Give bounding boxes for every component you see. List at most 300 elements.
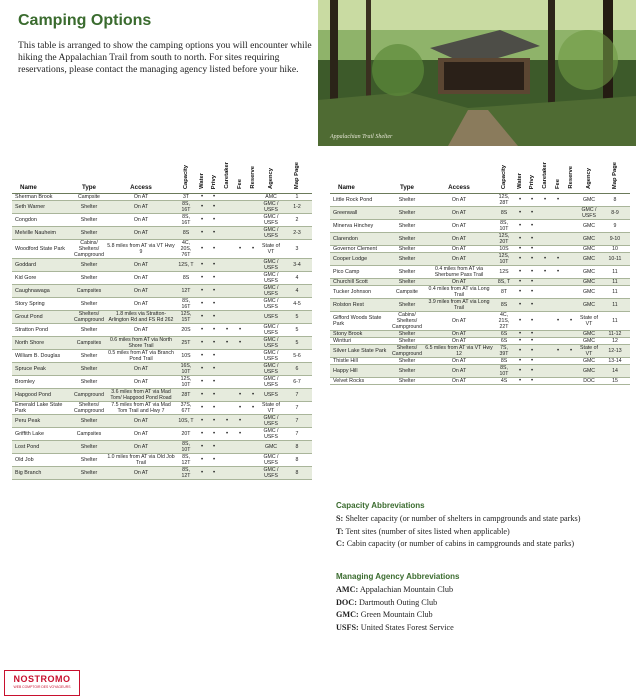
- cell-reserve: [246, 350, 260, 363]
- cell-caretaker: [538, 358, 552, 365]
- cell-name: Old Job: [12, 454, 72, 467]
- cell-agency: GMC: [578, 220, 600, 233]
- cell-map-page: 8: [282, 467, 312, 480]
- cell-type: Campsites: [72, 428, 106, 441]
- capacity-abbreviations: [336, 501, 630, 552]
- cell-caretaker: [220, 441, 234, 454]
- cell-map-page: 10: [600, 246, 630, 253]
- cell-reserve: [564, 365, 578, 378]
- cell-type: Campsites: [72, 337, 106, 350]
- cell-type: Shelter: [390, 207, 424, 220]
- cell-access: On AT: [424, 331, 494, 338]
- cell-access: On AT: [424, 233, 494, 246]
- cell-fee: [552, 246, 564, 253]
- cell-access: On AT: [106, 272, 176, 285]
- cell-fee: •: [234, 389, 246, 402]
- table-row: [12, 467, 312, 480]
- cell-access: 6.5 miles from AT via VT Hwy 12: [425, 345, 493, 357]
- cell-privy: •: [208, 201, 220, 214]
- cell-name: Emerald Lake State Park: [12, 402, 72, 415]
- cell-reserve: •: [564, 312, 578, 331]
- cell-water: •: [514, 365, 526, 378]
- cell-fee: [552, 365, 564, 378]
- cell-name: Greenwall: [330, 207, 390, 220]
- cell-type: Shelter: [72, 415, 106, 428]
- cell-access: On AT: [424, 246, 494, 253]
- cell-caretaker: •: [538, 194, 552, 207]
- cell-capacity: 12S, 20T: [494, 233, 514, 246]
- cell-privy: •: [208, 298, 220, 311]
- cell-water: •: [514, 266, 526, 279]
- cell-reserve: [246, 428, 260, 441]
- cell-fee: •: [234, 428, 246, 441]
- cell-access: On AT: [106, 324, 176, 337]
- cell-reserve: [246, 194, 260, 201]
- cell-type: Shelter: [390, 233, 424, 246]
- cell-reserve: [246, 467, 260, 480]
- cell-caretaker: [538, 331, 552, 338]
- cell-reserve: [246, 285, 260, 298]
- cell-agency: GMC / USFS: [260, 376, 282, 389]
- table-row: [12, 298, 312, 311]
- cell-capacity: 3T: [176, 194, 196, 201]
- cell-privy: •: [208, 194, 220, 201]
- cell-privy: •: [526, 299, 538, 312]
- cell-capacity: 4S: [494, 378, 514, 385]
- cell-agency: State of VT: [578, 312, 600, 331]
- cell-capacity: 8S, T: [494, 279, 514, 286]
- cell-fee: •: [234, 415, 246, 428]
- cell-name: Bromley: [12, 376, 72, 389]
- agency-abbr-item: USFS: United States Forest Service: [336, 622, 454, 632]
- cell-map-page: 6: [282, 363, 312, 376]
- cell-name: Silver Lake State Park: [330, 345, 390, 358]
- cell-map-page: 2: [282, 214, 312, 227]
- col-header-capacity: Capacity: [501, 164, 507, 189]
- cell-reserve: [246, 227, 260, 240]
- cell-caretaker: [220, 214, 234, 227]
- cell-capacity: 12S, 10T: [494, 253, 514, 266]
- cell-capacity: 12T: [176, 285, 196, 298]
- cell-reserve: [246, 214, 260, 227]
- col-header-access: Access: [424, 153, 494, 194]
- cell-access: On AT: [106, 467, 176, 480]
- cell-type: Cabins/ Shelters/ Campground: [392, 312, 422, 330]
- cell-capacity: 8S: [176, 227, 196, 240]
- cell-type: Shelters/ Campground: [392, 345, 422, 357]
- col-header-agency: Agency: [268, 168, 274, 189]
- col-header-map-page: Map Page: [294, 161, 300, 189]
- cell-fee: [234, 285, 246, 298]
- cell-name: Gifford Woods State Park: [330, 312, 390, 331]
- cell-type: Shelter: [390, 338, 424, 345]
- cell-privy: •: [208, 428, 220, 441]
- col-header-name: Name: [330, 153, 390, 194]
- cell-privy: •: [208, 311, 220, 324]
- cell-caretaker: [538, 286, 552, 299]
- cell-capacity: 4C, 20S, 76T: [176, 240, 196, 259]
- cell-privy: •: [208, 272, 220, 285]
- col-header-type: Type: [72, 153, 106, 194]
- table-row: [12, 441, 312, 454]
- cell-caretaker: [220, 227, 234, 240]
- table-row: [12, 272, 312, 285]
- cell-water: •: [514, 279, 526, 286]
- cell-name: Big Branch: [12, 467, 72, 480]
- cell-capacity: 6S: [494, 331, 514, 338]
- table-row: [330, 279, 630, 286]
- agency-abbr-item: DOC: Dartmouth Outing Club: [336, 597, 438, 607]
- cell-name: Cooper Lodge: [330, 253, 390, 266]
- cell-agency: GMC: [578, 299, 600, 312]
- cell-access: On AT: [106, 415, 176, 428]
- table-row: [12, 311, 312, 324]
- camping-table-left: [12, 153, 312, 480]
- cell-agency: State of VT: [260, 240, 282, 259]
- photo-caption: Appalachian Trail Shelter: [330, 134, 393, 140]
- cell-name: Hapgood Pond: [12, 389, 72, 402]
- cell-agency: GMC / USFS: [260, 227, 282, 240]
- cell-map-page: 7: [282, 428, 312, 441]
- cell-privy: •: [526, 220, 538, 233]
- cell-reserve: [564, 233, 578, 246]
- cell-access: 1.0 miles from AT via Old Job Trail: [107, 454, 175, 466]
- capacity-abbr-title: Capacity Abbreviations: [336, 501, 425, 510]
- cell-name: Story Spring: [12, 298, 72, 311]
- cell-map-page: 4-5: [282, 298, 312, 311]
- cell-access: On AT: [424, 220, 494, 233]
- cell-privy: •: [526, 233, 538, 246]
- cell-map-page: 15: [600, 378, 630, 385]
- cell-map-page: 6-7: [282, 376, 312, 389]
- cell-fee: •: [234, 324, 246, 337]
- cell-agency: GMC: [578, 286, 600, 299]
- cell-water: •: [196, 428, 208, 441]
- cell-agency: AMC: [260, 194, 282, 201]
- cell-name: Peru Peak: [12, 415, 72, 428]
- cell-reserve: [564, 279, 578, 286]
- cell-agency: GMC / USFS: [260, 363, 282, 376]
- cell-type: Shelter: [390, 253, 424, 266]
- cell-water: •: [196, 467, 208, 480]
- cell-privy: •: [526, 207, 538, 220]
- table-row: [12, 201, 312, 214]
- cell-fee: •: [552, 266, 564, 279]
- cell-water: •: [196, 194, 208, 201]
- cell-capacity: 8S, 10T: [494, 220, 514, 233]
- cell-fee: [234, 350, 246, 363]
- cell-fee: [552, 331, 564, 338]
- shelter-photo-illustration: [318, 0, 636, 146]
- cell-water: •: [196, 259, 208, 272]
- cell-agency: State of VT: [578, 345, 600, 358]
- cell-water: •: [196, 402, 208, 415]
- cell-name: Kid Gore: [12, 272, 72, 285]
- cell-access: On AT: [106, 285, 176, 298]
- cell-reserve: [564, 358, 578, 365]
- cell-reserve: [564, 286, 578, 299]
- cell-agency: DOC: [578, 378, 600, 385]
- cell-name: Seth Warner: [12, 201, 72, 214]
- cell-name: Melville Nauheim: [12, 227, 72, 240]
- cell-reserve: [246, 441, 260, 454]
- cell-privy: •: [208, 467, 220, 480]
- cell-privy: •: [208, 240, 220, 259]
- col-header-name: Name: [12, 153, 72, 194]
- cell-agency: GMC: [578, 246, 600, 253]
- cell-reserve: [564, 378, 578, 385]
- cell-agency: GMC: [578, 365, 600, 378]
- cell-privy: •: [526, 378, 538, 385]
- table-row: [12, 402, 312, 415]
- cell-access: 3.6 miles from AT via Mad Tom/ Hapgood Pond Road: [106, 389, 176, 402]
- col-header-water: Water: [517, 173, 523, 189]
- cell-reserve: [564, 331, 578, 338]
- cell-agency: GMC / USFS: [260, 298, 282, 311]
- cell-access: 0.5 miles from AT via Branch Pond Trail: [106, 350, 176, 363]
- col-header-capacity: Capacity: [183, 164, 189, 189]
- cell-name: North Shore: [12, 337, 72, 350]
- cell-capacity: 10S: [176, 350, 196, 363]
- cell-type: Shelter: [72, 454, 106, 467]
- cell-map-page: 11: [600, 266, 630, 279]
- cell-access: On AT: [424, 312, 494, 331]
- table-row: [12, 240, 312, 259]
- cell-water: •: [196, 272, 208, 285]
- col-header-privy: Privy: [529, 174, 535, 189]
- cell-caretaker: [220, 194, 234, 201]
- cell-water: •: [196, 214, 208, 227]
- cell-name: Stony Brook: [330, 331, 390, 338]
- table-row: [12, 259, 312, 272]
- agency-abbr-title: Managing Agency Abbreviations: [336, 572, 460, 581]
- cell-agency: GMC / USFS: [260, 467, 282, 480]
- cell-access: 0.4 miles from AT via Sherburne Pass Trail: [424, 266, 494, 279]
- capacity-abbr-item: S: Shelter capacity (or number of shelters in campgrounds and state parks): [336, 514, 581, 523]
- cell-water: •: [514, 246, 526, 253]
- cell-water: •: [196, 337, 208, 350]
- cell-capacity: 8S, 16T: [176, 214, 196, 227]
- cell-water: •: [514, 207, 526, 220]
- col-header-water: Water: [199, 173, 205, 189]
- capacity-abbr-item: C: Cabin capacity (or number of cabins in campgrounds and state parks): [336, 539, 575, 548]
- cell-capacity: 7S, 39T: [494, 345, 514, 358]
- col-header-fee: Fee: [237, 179, 243, 189]
- cell-map-page: 8: [600, 194, 630, 207]
- cell-fee: •: [552, 194, 564, 207]
- capacity-abbr-item: T: Tent sites (number of sites listed when applicable): [336, 526, 510, 536]
- cell-reserve: [564, 266, 578, 279]
- cell-map-page: 10-11: [600, 253, 630, 266]
- cell-map-page: 14: [600, 365, 630, 378]
- cell-caretaker: [220, 467, 234, 480]
- cell-access: On AT: [106, 214, 176, 227]
- table-row: [12, 285, 312, 298]
- cell-type: Shelter: [390, 194, 424, 207]
- cell-agency: GMC: [578, 331, 600, 338]
- cell-fee: •: [552, 312, 564, 331]
- cell-water: •: [514, 358, 526, 365]
- table-row: [12, 337, 312, 350]
- nostromo-logo[interactable]: [4, 670, 80, 696]
- cell-access: On AT: [424, 253, 494, 266]
- cell-privy: •: [208, 402, 220, 415]
- cell-fee: [234, 214, 246, 227]
- cell-map-page: 2-3: [282, 227, 312, 240]
- cell-water: •: [514, 331, 526, 338]
- cell-capacity: 6S: [494, 338, 514, 345]
- cell-privy: •: [526, 253, 538, 266]
- cell-agency: GMC: [260, 441, 282, 454]
- cell-type: Shelter: [72, 259, 106, 272]
- cell-water: •: [514, 378, 526, 385]
- cell-map-page: 7: [282, 389, 312, 402]
- cell-capacity: 8S, 12T: [176, 454, 196, 467]
- cell-map-page: 8-9: [600, 207, 630, 220]
- cell-name: Velvet Rocks: [330, 378, 390, 385]
- cell-reserve: [246, 272, 260, 285]
- cell-type: Shelter: [390, 331, 424, 338]
- cell-capacity: 20S: [176, 324, 196, 337]
- cell-agency: GMC: [578, 233, 600, 246]
- page-title: Camping Options: [18, 12, 152, 29]
- cell-map-page: 1: [282, 194, 312, 201]
- cell-caretaker: •: [538, 266, 552, 279]
- cell-map-page: 3: [282, 240, 312, 259]
- cell-access: On AT: [424, 358, 494, 365]
- cell-fee: [234, 311, 246, 324]
- cell-capacity: 8S, 10T: [494, 365, 514, 378]
- cell-fee: [234, 201, 246, 214]
- table-row: [12, 363, 312, 376]
- cell-map-page: 11: [600, 312, 630, 331]
- table-row: [330, 299, 630, 312]
- cell-caretaker: •: [538, 253, 552, 266]
- cell-water: •: [196, 240, 208, 259]
- cell-access: On AT: [106, 428, 176, 441]
- cell-type: Shelter: [72, 214, 106, 227]
- cell-fee: [234, 441, 246, 454]
- cell-capacity: 10S: [494, 246, 514, 253]
- table-row: [12, 428, 312, 441]
- cell-capacity: 25T: [176, 337, 196, 350]
- cell-agency: GMC / USFS: [260, 214, 282, 227]
- cell-map-page: 8: [282, 441, 312, 454]
- cell-caretaker: •: [220, 415, 234, 428]
- cell-fee: [234, 298, 246, 311]
- cell-access: On AT: [424, 279, 494, 286]
- cell-type: Shelters/ Campground: [74, 311, 104, 323]
- cell-fee: [552, 286, 564, 299]
- cell-fee: [552, 378, 564, 385]
- cell-water: •: [514, 345, 526, 358]
- cell-agency: GMC / USFS: [260, 324, 282, 337]
- cell-reserve: [246, 376, 260, 389]
- cell-reserve: •: [246, 402, 260, 415]
- cell-access: On AT: [106, 259, 176, 272]
- cell-capacity: 12S, 15T: [176, 311, 196, 324]
- table-row: [330, 365, 630, 378]
- cell-fee: •: [234, 337, 246, 350]
- cell-privy: •: [208, 415, 220, 428]
- cell-reserve: [246, 324, 260, 337]
- cell-privy: •: [526, 286, 538, 299]
- cell-agency: GMC / USFS: [260, 272, 282, 285]
- cell-water: •: [514, 233, 526, 246]
- cell-agency: GMC: [578, 194, 600, 207]
- cell-access: On AT: [106, 201, 176, 214]
- cell-capacity: 4C, 21S, 22T: [494, 312, 514, 331]
- cell-fee: •: [234, 240, 246, 259]
- table-row: [12, 415, 312, 428]
- cell-caretaker: [538, 220, 552, 233]
- cell-capacity: 8S: [494, 207, 514, 220]
- cell-agency: GMC: [578, 358, 600, 365]
- cell-caretaker: [538, 378, 552, 385]
- cell-map-page: 5-6: [282, 350, 312, 363]
- cell-capacity: 12S, T: [176, 259, 196, 272]
- cell-fee: •: [234, 402, 246, 415]
- table-row: [12, 389, 312, 402]
- cell-access: On AT: [424, 194, 494, 207]
- table-row: [12, 214, 312, 227]
- table-row: [330, 220, 630, 233]
- cell-access: 0.4 miles from AT via Long Trail: [424, 286, 494, 299]
- table-row: [330, 233, 630, 246]
- cell-water: •: [196, 298, 208, 311]
- cell-reserve: •: [564, 345, 578, 358]
- cell-map-page: 12: [600, 338, 630, 345]
- cell-privy: •: [208, 227, 220, 240]
- cell-caretaker: [538, 207, 552, 220]
- cell-type: Shelter: [390, 365, 424, 378]
- cell-water: •: [196, 201, 208, 214]
- cell-water: •: [514, 312, 526, 331]
- cell-type: Shelter: [72, 350, 106, 363]
- cell-name: Little Rock Pond: [330, 194, 390, 207]
- cell-fee: [552, 233, 564, 246]
- cell-access: On AT: [106, 227, 176, 240]
- cell-water: •: [514, 286, 526, 299]
- cell-caretaker: [220, 454, 234, 467]
- cell-privy: •: [526, 194, 538, 207]
- cell-type: Shelter: [72, 363, 106, 376]
- cell-reserve: [564, 207, 578, 220]
- cell-caretaker: [538, 338, 552, 345]
- cell-access: On AT: [106, 194, 176, 201]
- cell-map-page: 11: [600, 279, 630, 286]
- cell-type: Shelter: [390, 299, 424, 312]
- cell-reserve: [246, 415, 260, 428]
- cell-caretaker: [538, 365, 552, 378]
- camping-table-right: [330, 153, 630, 385]
- cell-caretaker: [220, 311, 234, 324]
- table-row: [330, 331, 630, 338]
- cell-reserve: [246, 363, 260, 376]
- table-row: [12, 454, 312, 467]
- cell-agency: GMC / USFS: [260, 337, 282, 350]
- cell-reserve: •: [246, 389, 260, 402]
- cell-map-page: 5: [282, 311, 312, 324]
- cell-caretaker: •: [220, 324, 234, 337]
- cell-fee: [234, 272, 246, 285]
- cell-access: 1.8 miles via Stratton-Arlington Rd and FS Rd 262: [106, 311, 176, 324]
- cell-privy: •: [526, 338, 538, 345]
- cell-privy: •: [526, 312, 538, 331]
- cell-water: •: [196, 285, 208, 298]
- cell-privy: •: [208, 285, 220, 298]
- cell-privy: •: [526, 358, 538, 365]
